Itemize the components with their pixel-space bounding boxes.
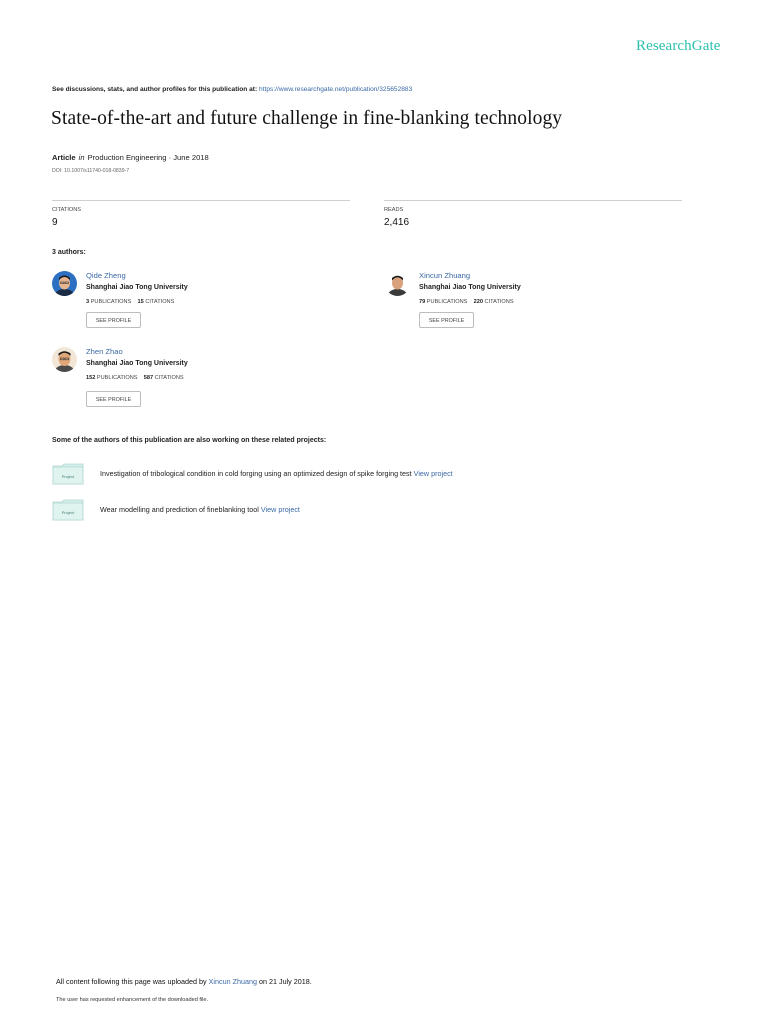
author-avatar[interactable]	[52, 271, 77, 296]
journal-name: Production Engineering	[87, 153, 167, 162]
author-card	[52, 271, 352, 333]
publication-meta	[52, 153, 209, 162]
author-card	[52, 347, 352, 409]
author-stats	[86, 375, 184, 381]
project-folder-icon	[52, 499, 84, 521]
see-profile-button[interactable]: SEE PROFILE	[419, 312, 474, 328]
citations-value: 9	[52, 217, 58, 228]
author-avatar[interactable]	[52, 347, 77, 372]
author-publications-label: PUBLICATIONS	[90, 299, 132, 305]
upload-note	[56, 977, 312, 986]
author-citations-label: CITATIONS	[145, 299, 175, 305]
project-title	[100, 505, 300, 514]
author-citations-label: CITATIONS	[154, 375, 184, 381]
see-profile-button[interactable]: SEE PROFILE	[86, 391, 141, 407]
project-item	[52, 463, 692, 487]
upload-suffix: on 21 July 2018.	[257, 977, 312, 986]
enhancement-note: The user has requested enhancement of the downloaded file.	[56, 997, 209, 1003]
author-citations-count: 220	[473, 299, 483, 305]
author-publications-label: PUBLICATIONS	[426, 299, 468, 305]
author-name-link[interactable]: Xincun Zhuang	[419, 271, 471, 280]
project-folder-icon	[52, 463, 84, 485]
authors-heading: 3 authors:	[52, 249, 86, 256]
see-profile-button[interactable]: SEE PROFILE	[86, 312, 141, 328]
author-name-link[interactable]: Zhen Zhao	[86, 347, 123, 356]
author-publications-count: 79	[419, 299, 426, 305]
project-name: Investigation of tribological condition in cold forging using an optimized design of spike forging test	[100, 469, 414, 478]
discussion-line	[52, 86, 412, 93]
author-institution: Shanghai Jiao Tong University	[419, 284, 521, 291]
author-stats	[419, 299, 514, 305]
publication-title: State-of-the-art and future challenge in fine-blanking technology	[51, 108, 563, 129]
citations-stat	[52, 200, 350, 231]
author-card	[385, 271, 685, 333]
author-citations-count: 587	[143, 375, 154, 381]
publication-url-link[interactable]: https://www.researchgate.net/publication/325652883	[259, 86, 413, 93]
doi: DOI: 10.1007/s11740-018-0839-7	[52, 168, 130, 174]
citations-label: CITATIONS	[52, 207, 82, 213]
publication-type: Article	[52, 153, 76, 162]
related-projects-heading: Some of the authors of this publication are also working on these related projects:	[52, 437, 327, 444]
reads-stat	[384, 200, 682, 231]
author-citations-count: 15	[137, 299, 144, 305]
project-icon-label: Project	[61, 474, 75, 479]
author-publications-count: 3	[86, 299, 90, 305]
project-icon-label: Project	[61, 510, 75, 515]
author-institution: Shanghai Jiao Tong University	[86, 284, 188, 291]
author-avatar[interactable]	[385, 271, 410, 296]
author-citations-label: CITATIONS	[484, 299, 514, 305]
uploader-link[interactable]: Xincun Zhuang	[208, 977, 257, 986]
publication-date: · June 2018	[166, 153, 209, 162]
reads-value: 2,416	[384, 217, 410, 228]
project-name: Wear modelling and prediction of fineblanking tool	[100, 505, 261, 514]
author-publications-label: PUBLICATIONS	[96, 375, 138, 381]
author-institution: Shanghai Jiao Tong University	[86, 360, 188, 367]
author-stats	[86, 299, 174, 305]
author-publications-count: 152	[86, 375, 96, 381]
researchgate-logo[interactable]: ResearchGate	[636, 38, 721, 54]
view-project-link[interactable]: View project	[413, 469, 453, 478]
discussion-label: See discussions, stats, and author profiles for this publication at:	[52, 86, 258, 93]
author-name-link[interactable]: Qide Zheng	[86, 271, 126, 280]
in-word: in	[78, 153, 85, 162]
project-title	[100, 469, 453, 478]
project-item	[52, 499, 692, 523]
reads-label: READS	[384, 207, 404, 213]
view-project-link[interactable]: View project	[260, 505, 300, 514]
upload-prefix: All content following this page was uploaded by	[56, 977, 209, 986]
